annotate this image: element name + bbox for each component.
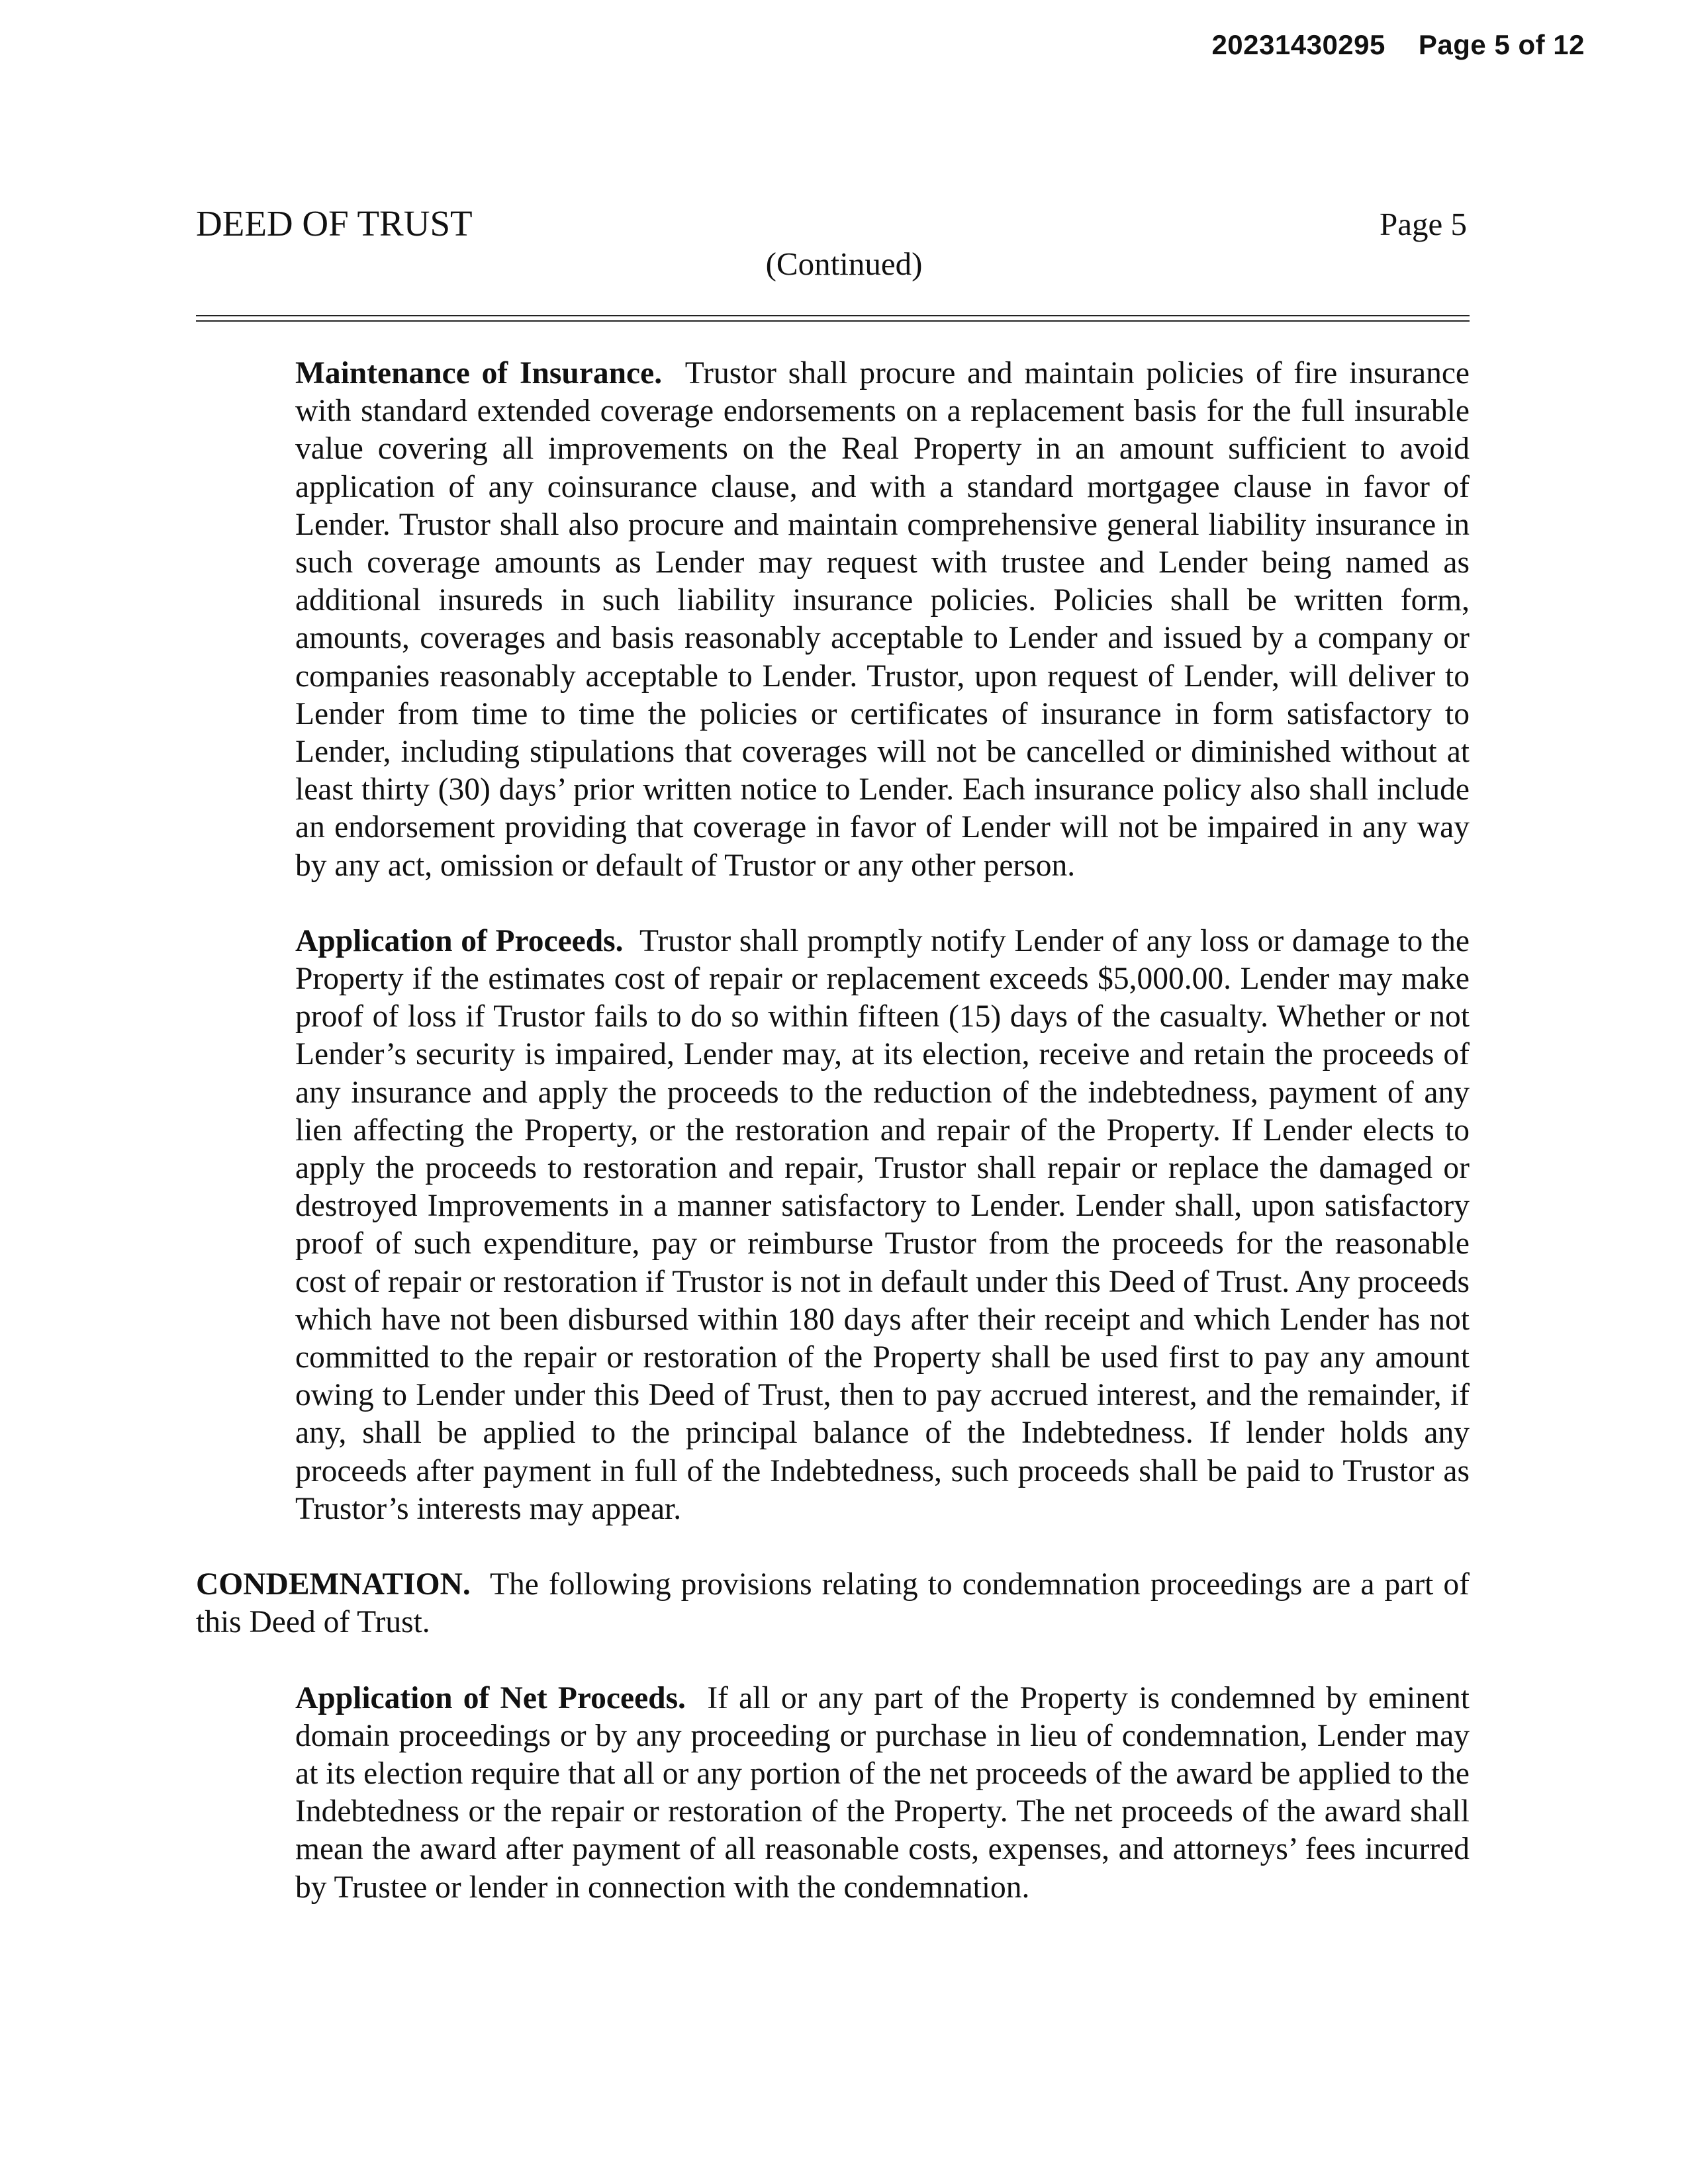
paragraph-maintenance-of-insurance [295, 355, 1470, 885]
document-number: 20231430295 [1211, 29, 1385, 60]
header-divider-top [196, 315, 1470, 316]
document-body [196, 355, 1470, 1944]
paragraph-application-of-proceeds [295, 923, 1470, 1528]
section-condemnation [196, 1566, 1470, 1641]
paragraph-heading: Application of Net Proceeds. [295, 1680, 686, 1715]
section-heading: CONDEMNATION. [196, 1567, 471, 1602]
paragraph-text: Trustor shall procure and maintain policies of fire insurance with standard extended coverage endorsements on a replacement basis for the full insurable value covering all improvements on the Real Property in an amount sufficient to avoid application of any coinsurance clause, and with a standard mortgagee clause in favor of Lender. Trustor shall also procure and maintain comprehensive general liability insurance in such coverage amounts as Lender may request with trustee and Lender being named as additional insureds in such liability insurance policies. Policies shall be written form, amounts, coverages and basis reasonably acceptable to Lender and issued by a company or companies reasonably acceptable to Lender. Trustor, upon request of Lender, will deliver to Lender from time to time the policies or certificates of insurance in form satisfactory to Lender, including stipulations that coverages will not be cancelled or diminished without at least thirty (30) days’ prior written notice to Lender. Each insurance policy also shall include an endorsement providing that coverage in favor of Lender will not be impaired in any way by any act, omission or default of Trustor or any other person. [295, 356, 1470, 883]
continued-label: (Continued) [765, 246, 923, 282]
page-of-count: Page 5 of 12 [1418, 29, 1585, 60]
section-text: The following provisions relating to condemnation proceedings are a part of this Deed of Trust. [196, 1567, 1470, 1640]
paragraph-text: Trustor shall promptly notify Lender of any loss or damage to the Property if the estimates cost of repair or replacement exceeds $5,000.00. Lender may make proof of loss if Trustor fails to do so within fifteen (15) days of the casualty. Whether or not Lender’s security is impaired, Lender may, at its election, receive and retain the proceeds of any insurance and apply the proceeds to the reduction of the indebtedness, payment of any lien affecting the Property, or the restoration and repair of the Property. If Lender elects to apply the proceeds to restoration and repair, Trustor shall repair or replace the damaged or destroyed Improvements in a manner satisfactory to Lender. Lender shall, upon satisfactory proof of such expenditure, pay or reimburse Trustor from the proceeds for the reasonable cost of repair or restoration if Trustor is not in default under this Deed of Trust. Any proceeds which have not been disbursed within 180 days after their receipt and which Lender has not committed to the repair or restoration of the Property shall be used first to pay any amount owing to Lender under this Deed of Trust, then to pay accrued interest, and the remainder, if any, shall be applied to the principal balance of the Indebtedness. If lender holds any proceeds after payment in full of the Indebtedness, such proceeds shall be paid to Trustor as Trustor’s interests may appear. [295, 923, 1470, 1526]
paragraph-application-of-net-proceeds [295, 1680, 1470, 1907]
paragraph-text: If all or any part of the Property is condemned by eminent domain proceedings or by any proceeding or purchase in lieu of condemnation, Lender may at its election require that all or any portion of the net proceeds of the award be applied to the Indebtedness or the repair or restoration of the Property. The net proceeds of the award shall mean the award after payment of all reasonable costs, expenses, and attorneys’ fees incurred by Trustee or lender in connection with the condemnation. [295, 1680, 1470, 1905]
paragraph-heading: Application of Proceeds. [295, 923, 624, 958]
page-number: Page 5 [1380, 206, 1467, 242]
recording-stamp [1211, 29, 1585, 61]
document-title: DEED OF TRUST [196, 203, 473, 244]
paragraph-heading: Maintenance of Insurance. [295, 356, 663, 390]
header-divider-bottom [196, 320, 1470, 322]
